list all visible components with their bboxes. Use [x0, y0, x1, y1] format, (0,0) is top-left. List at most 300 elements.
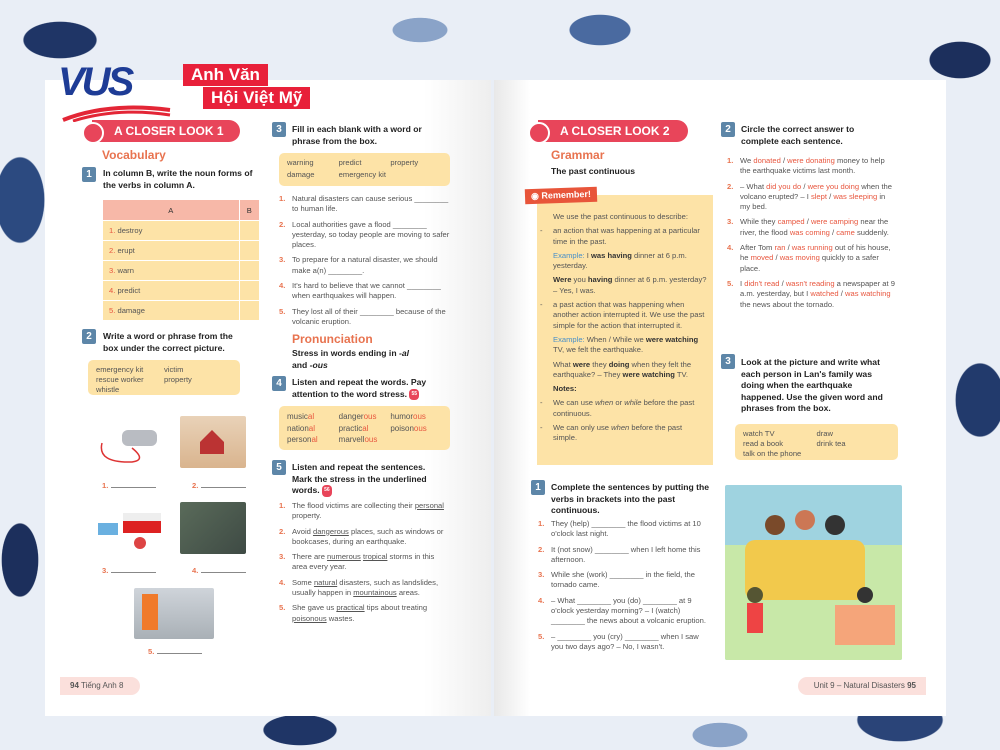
text-segment: – What ________ you (do) ________ at 9 o'clock yesterday morning? – I (watch) ________ the news about a volcanic eruption.: [551, 595, 706, 626]
verb: damage: [117, 306, 145, 315]
text-segment: – ________ you (cry) ________ when I saw you two days ago? – No, I wasn't.: [551, 631, 699, 651]
text-segment: before the past continuous.: [553, 398, 695, 418]
box-word: emergency kit: [96, 365, 144, 374]
text-segment: were you doing: [807, 181, 860, 191]
remember-line: [540, 300, 708, 331]
text-segment: wastes.: [326, 613, 355, 623]
vus-logo: [58, 62, 178, 120]
bullet-dash: [540, 360, 553, 381]
text-segment: What: [553, 359, 573, 369]
text-segment: when the volcano erupted? – I: [740, 181, 893, 201]
text-segment: a newspaper at 9 a.m. yesterday, but I: [740, 278, 895, 299]
verb: erupt: [117, 246, 135, 255]
item-text: [292, 220, 451, 251]
exercise-3-right-badge: 3: [721, 354, 735, 369]
text-segment: /: [779, 278, 786, 288]
exercise-1-instruction: In column B, write the noun forms of the verbs in column A.: [103, 168, 253, 190]
line-text: [553, 360, 708, 381]
word-box-ex3: [279, 153, 450, 186]
text-segment: were watching: [622, 369, 675, 379]
text-segment: was watching: [844, 289, 891, 299]
label-number: 1.: [102, 481, 109, 490]
row-number: 2.: [109, 246, 116, 255]
text-segment: when they felt the earthquake? – They: [553, 359, 692, 379]
box-word: damage: [287, 169, 315, 179]
noun-answer-cell[interactable]: [240, 281, 259, 300]
text-segment: property.: [292, 511, 322, 521]
text-segment: We use the past continuous to describe:: [553, 212, 688, 221]
text-segment: ous: [413, 412, 426, 421]
box-word: rescue worker: [96, 375, 144, 384]
text-segment: music: [287, 412, 308, 421]
box-word: victim: [164, 365, 184, 374]
noun-forms-table: [102, 199, 260, 321]
text-segment: suddenly.: [854, 227, 889, 237]
text-segment: ous: [413, 423, 427, 433]
item-number: 2.: [727, 181, 734, 191]
list-item: [727, 156, 897, 177]
exercise-2-badge: 2: [82, 329, 96, 344]
answer-label-3: [102, 566, 156, 575]
sub-text: Stress in words ending in: [292, 348, 399, 358]
list-item: [727, 217, 897, 238]
list-item: [279, 194, 451, 215]
list-item: [538, 545, 713, 566]
box-word: talk on the phone: [743, 449, 802, 458]
text-segment: They lost all of their ________ because of the volcanic eruption.: [292, 306, 446, 326]
text-segment: /: [826, 191, 834, 201]
bullet-dash: [540, 335, 553, 356]
text-segment: was running: [791, 243, 833, 253]
exercise-1-right-instruction: Complete the sentences by putting the verbs in brackets into the past continuous.: [551, 482, 710, 515]
word-box-right-ex3: [735, 424, 898, 460]
list-item: [279, 578, 451, 599]
item-text: [551, 570, 713, 591]
item-text: [292, 194, 451, 215]
item-number: 1.: [279, 501, 286, 510]
verb: predict: [117, 286, 141, 295]
section-title-closer-look-1: A CLOSER LOOK 1: [92, 120, 240, 142]
text-segment: /: [829, 227, 837, 237]
remember-line: [540, 226, 708, 247]
text-segment: were camping: [810, 217, 859, 227]
item-number: 4.: [538, 595, 545, 605]
line-text: [553, 335, 708, 356]
text-segment: the news about the tornado.: [740, 299, 835, 309]
text-segment: It's hard to believe that we cannot ________ when earthquakes will happen.: [292, 281, 441, 301]
grammar-heading: Grammar: [551, 148, 605, 162]
exercise-5-badge: 5: [272, 460, 286, 475]
item-number: 3.: [538, 570, 545, 580]
item-number: 2.: [279, 526, 286, 536]
instruction-text: Listen and repeat the words. Pay attention to the word stress.: [292, 377, 427, 399]
item-number: 5.: [538, 631, 545, 641]
remember-line: [540, 251, 708, 272]
text-segment: wasn't reading: [785, 278, 835, 288]
text-segment: poisonous: [292, 613, 327, 623]
text-segment: while: [624, 398, 642, 408]
table-row: [103, 221, 259, 240]
box-word: emergency kit: [338, 169, 386, 179]
text-segment: or: [613, 398, 625, 408]
box-word: property: [164, 375, 192, 384]
item-text: [740, 217, 897, 238]
pronunciation-subheading: [292, 348, 442, 371]
line-text: [553, 398, 708, 419]
text-segment: natural: [313, 577, 338, 587]
text-segment: person: [287, 435, 312, 444]
text-segment: Some: [292, 577, 314, 587]
text-segment: money to help the earthquake victims last month.: [740, 156, 885, 176]
text-segment: places, such as windows or bookcases, during an earthquake.: [292, 526, 444, 546]
item-text: [292, 578, 451, 599]
text-segment: marvell: [338, 435, 365, 444]
verb-cell: [103, 241, 239, 260]
text-segment: After Tom: [740, 243, 775, 253]
item-text: [292, 527, 451, 548]
right-exercise-2-items: [727, 156, 897, 315]
list-item: [279, 307, 451, 328]
item-number: 5.: [279, 306, 286, 316]
noun-answer-cell[interactable]: [240, 301, 259, 320]
verb-cell: [103, 281, 239, 300]
text-segment: The flood victims are collecting their: [292, 501, 415, 510]
text-segment: It (not snow) ________ when I left home this afternoon.: [551, 544, 701, 564]
item-number: 4.: [727, 243, 734, 253]
word-box-ex2: [88, 360, 240, 395]
exercise-1-badge: 1: [82, 167, 96, 182]
line-text: [553, 275, 708, 296]
row-number: 3.: [109, 266, 116, 275]
list-item: [279, 501, 451, 522]
line-text: [553, 384, 577, 394]
text-segment: a past action that was happening when another action interrupted it. We use the past simple for the action that interrupted it.: [553, 300, 705, 330]
text-segment: in my bed.: [740, 191, 886, 212]
vus-logo-text: VUS: [58, 60, 132, 104]
right-exercise-1-items: [538, 519, 713, 657]
unit-title: Unit 9 – Natural Disasters: [813, 681, 905, 690]
text-segment: Example:: [553, 334, 585, 344]
box-word: draw: [816, 429, 833, 438]
page-number: 95: [907, 681, 916, 690]
book-title: Tiếng Anh 8: [80, 681, 124, 690]
bullet-dash: -: [540, 226, 543, 236]
text-segment: When / While we: [584, 334, 646, 344]
item-number: 5.: [279, 603, 286, 613]
text-segment: before the past simple.: [553, 423, 683, 443]
table-row: [103, 301, 259, 320]
text-segment: ran: [774, 243, 786, 253]
text-segment: al: [308, 423, 316, 433]
exercise-3-badge: 3: [272, 122, 286, 137]
remember-tab: ◉ Remember!: [525, 187, 597, 204]
exercise-2-right-badge: 2: [721, 122, 735, 137]
stress-word: [287, 434, 339, 446]
remember-line: [540, 398, 708, 419]
exercise-5-instruction: [292, 462, 442, 497]
text-segment: quickly to a safer place.: [740, 253, 879, 273]
text-segment: camped: [777, 217, 805, 227]
text-segment: dinner at 6 p.m. yesterday.: [553, 250, 687, 271]
text-segment: dangerous: [312, 526, 349, 536]
text-segment: were watching: [645, 334, 699, 344]
text-segment: was having: [591, 250, 632, 260]
text-segment: moved: [750, 253, 774, 263]
text-segment: when: [611, 423, 630, 433]
row-number: 1.: [109, 226, 116, 235]
text-segment: humor: [390, 412, 414, 421]
remember-line: [540, 384, 708, 394]
remember-line: [540, 360, 708, 381]
label-number: 3.: [102, 566, 109, 575]
text-segment: didn't read: [744, 278, 780, 288]
text-segment: you: [571, 275, 588, 285]
bullet-dash: -: [540, 423, 543, 433]
remember-label: Remember!: [541, 188, 592, 201]
text-segment: practic: [338, 423, 363, 433]
text-segment: dinner at 6 p.m. yesterday? – Yes, I was.: [553, 275, 707, 295]
text-segment: out of his house, he: [740, 243, 891, 263]
box-word: watch TV: [743, 429, 775, 438]
text-segment: To prepare for a natural disaster, we should make a(n) ________.: [292, 255, 438, 275]
item-text: [740, 243, 897, 274]
text-segment: an action that was happening at a particular time in the past.: [553, 226, 700, 246]
grammar-topic: The past continuous: [551, 166, 636, 176]
text-segment: did you do: [766, 181, 802, 191]
text-segment: /: [773, 253, 780, 263]
answer-label-5: [148, 647, 202, 656]
text-segment: We can use: [553, 398, 596, 408]
text-segment: /: [804, 217, 811, 227]
line-text: [553, 226, 708, 247]
text-segment: – What: [740, 181, 767, 191]
text-segment: storms in this area every year.: [292, 552, 435, 572]
list-item: [279, 603, 451, 624]
item-number: 3.: [279, 552, 286, 562]
label-number: 2.: [192, 481, 199, 490]
text-segment: While she (work) ________ in the field, the tornado came.: [551, 570, 695, 590]
item-text: [292, 307, 451, 328]
bullet-dash: [540, 384, 553, 394]
text-segment: was moving: [779, 253, 820, 263]
exercise-3-instruction: Fill in each blank with a word or phrase from the box.: [292, 124, 422, 146]
item-number: 1.: [727, 156, 734, 165]
item-number: 3.: [727, 217, 734, 227]
instruction-text: Listen and repeat the sentences. Mark the stress in the underlined words.: [292, 462, 427, 496]
text-segment: Avoid: [292, 526, 313, 536]
text-segment: practical: [336, 603, 365, 613]
flag-stripes-icon: [58, 102, 173, 122]
line-text: [553, 251, 708, 272]
remember-line: [540, 335, 708, 356]
item-number: 4.: [279, 577, 286, 587]
list-item: [727, 182, 897, 213]
text-segment: /: [801, 181, 808, 191]
box-word: drink tea: [816, 439, 846, 448]
item-text: [292, 603, 451, 624]
list-item: [538, 519, 713, 540]
text-segment: Notes:: [553, 384, 577, 394]
item-text: [292, 501, 451, 522]
text-segment: /: [838, 289, 845, 299]
noun-answer-cell[interactable]: [240, 261, 259, 280]
text-segment: Example:: [553, 250, 585, 260]
text-segment: While they: [740, 217, 778, 227]
text-segment: areas.: [396, 588, 420, 598]
section-title-closer-look-2: A CLOSER LOOK 2: [538, 120, 688, 142]
list-item: [727, 279, 897, 310]
item-number: 4.: [279, 281, 286, 291]
answer-label-2: [192, 481, 246, 490]
table-row: [103, 261, 259, 280]
text-segment: I: [740, 278, 745, 288]
item-text: [292, 255, 451, 276]
item-number: 5.: [727, 278, 734, 288]
bullet-dash: [540, 275, 553, 296]
stress-word: [390, 411, 442, 423]
text-segment: ous: [363, 412, 377, 421]
logo-line1: Anh Văn: [183, 64, 268, 86]
text-segment: I: [584, 250, 591, 260]
text-segment: Natural disasters can cause serious ________ to human life.: [292, 194, 449, 214]
box-word: predict: [338, 158, 362, 167]
list-item: [279, 527, 451, 548]
text-segment: watched: [810, 289, 839, 299]
suffix-al: -al: [398, 348, 409, 358]
text-segment: She gave us: [292, 603, 337, 613]
text-segment: /: [785, 243, 792, 253]
list-item: [538, 596, 713, 627]
text-segment: TV, we felt the earthquake.: [553, 345, 644, 355]
exercise-3-right-instruction: Look at the picture and write what each person in Lan's family was doing when the earthquake happened. Use the given word and phrases from the box.: [741, 357, 883, 413]
row-number: 4.: [109, 286, 116, 295]
text-segment: were donating: [787, 156, 835, 165]
item-text: [292, 281, 451, 302]
text-segment: nation: [287, 423, 309, 433]
remember-line: [540, 212, 708, 222]
row-number: 5.: [109, 306, 116, 315]
stress-word: [287, 423, 339, 435]
exercise-5-items: [279, 501, 451, 629]
verb: warn: [117, 266, 134, 275]
answer-label-1: [102, 481, 156, 490]
stress-word: [390, 423, 442, 435]
text-segment: al: [307, 412, 315, 421]
exercise-2-right-instruction: Circle the correct answer to complete each sentence.: [741, 124, 855, 146]
table-row: [103, 241, 259, 260]
text-segment: numerous: [327, 552, 361, 562]
text-segment: donated: [753, 156, 781, 165]
text-segment: They (help) ________ the flood victims at 10 o'clock last night.: [551, 519, 701, 539]
text-segment: was sleeping: [833, 191, 878, 201]
line-text: [553, 212, 688, 222]
rescue-worker-picture: [134, 588, 214, 639]
text-segment: disasters, such as landslides, usually happen in: [292, 577, 439, 598]
sub-text: and: [292, 359, 310, 370]
item-text: [551, 632, 713, 653]
table-row: [103, 281, 259, 300]
list-item: [538, 570, 713, 591]
damaged-house-picture: [180, 416, 246, 468]
item-number: 2.: [538, 544, 545, 554]
stress-word: [339, 434, 391, 446]
text-segment: was coming: [789, 227, 830, 237]
right-footer: [798, 677, 926, 695]
text-segment: TV.: [674, 369, 688, 379]
line-text: [553, 423, 708, 444]
text-segment: There are: [292, 552, 328, 562]
noun-answer-cell[interactable]: [240, 221, 259, 240]
item-text: [551, 519, 713, 540]
box-word: whistle: [96, 385, 120, 394]
exercise-1-right-badge: 1: [531, 480, 545, 495]
exercise-2-instruction: Write a word or phrase from the box under the correct picture.: [103, 331, 233, 353]
text-segment: We can only use: [553, 423, 612, 433]
text-segment: tips about treating: [364, 603, 428, 613]
remember-line: [540, 275, 708, 296]
text-segment: near the river, the flood: [740, 217, 889, 237]
text-segment: danger: [338, 412, 364, 421]
suffix-ous: -ous: [309, 359, 328, 370]
left-footer: [60, 677, 140, 695]
remember-notes: [540, 212, 708, 448]
col-b-header: B: [240, 200, 259, 220]
text-segment: tropical: [362, 552, 388, 562]
item-number: 1.: [279, 194, 286, 203]
line-text: [553, 300, 708, 331]
verb-cell: [103, 301, 239, 320]
list-item: [279, 220, 451, 251]
bullet-dash: -: [540, 300, 543, 310]
emergency-kit-picture: [95, 508, 165, 553]
bullet-dash: [540, 212, 553, 222]
text-segment: al: [362, 423, 369, 433]
box-word: property: [390, 158, 419, 167]
list-item: [279, 281, 451, 302]
list-item: [727, 243, 897, 274]
text-segment: We: [740, 156, 754, 165]
list-item: [538, 632, 713, 653]
vocabulary-heading: Vocabulary: [102, 148, 166, 162]
item-number: 1.: [538, 519, 545, 528]
verb-cell: [103, 261, 239, 280]
text-segment: Local authorities gave a flood ________ yesterday, so today people are moving to safer places.: [292, 219, 450, 250]
victim-picture: [180, 502, 246, 554]
box-word: warning: [287, 158, 314, 167]
text-segment: /: [780, 156, 788, 165]
list-item: [279, 552, 451, 573]
item-text: [551, 545, 713, 566]
item-text: [292, 552, 451, 573]
noun-answer-cell[interactable]: [240, 241, 259, 260]
page-number: 94: [70, 681, 79, 690]
audio-track-56-button[interactable]: 56: [322, 485, 332, 497]
bullet-dash: [540, 251, 553, 272]
label-number: 5.: [148, 647, 155, 656]
stress-words-box: [279, 406, 450, 450]
audio-track-55-button[interactable]: 55: [409, 389, 419, 401]
item-number: 3.: [279, 255, 286, 265]
text-segment: personal: [414, 501, 444, 510]
family-earthquake-picture: [725, 485, 902, 660]
exercise-4-instruction: [292, 377, 442, 400]
text-segment: slept: [810, 191, 827, 201]
stress-word: [287, 411, 339, 423]
stress-word: [339, 423, 391, 435]
text-segment: doing: [608, 359, 630, 369]
remember-line: [540, 423, 708, 444]
text-segment: mountainous: [353, 588, 397, 598]
